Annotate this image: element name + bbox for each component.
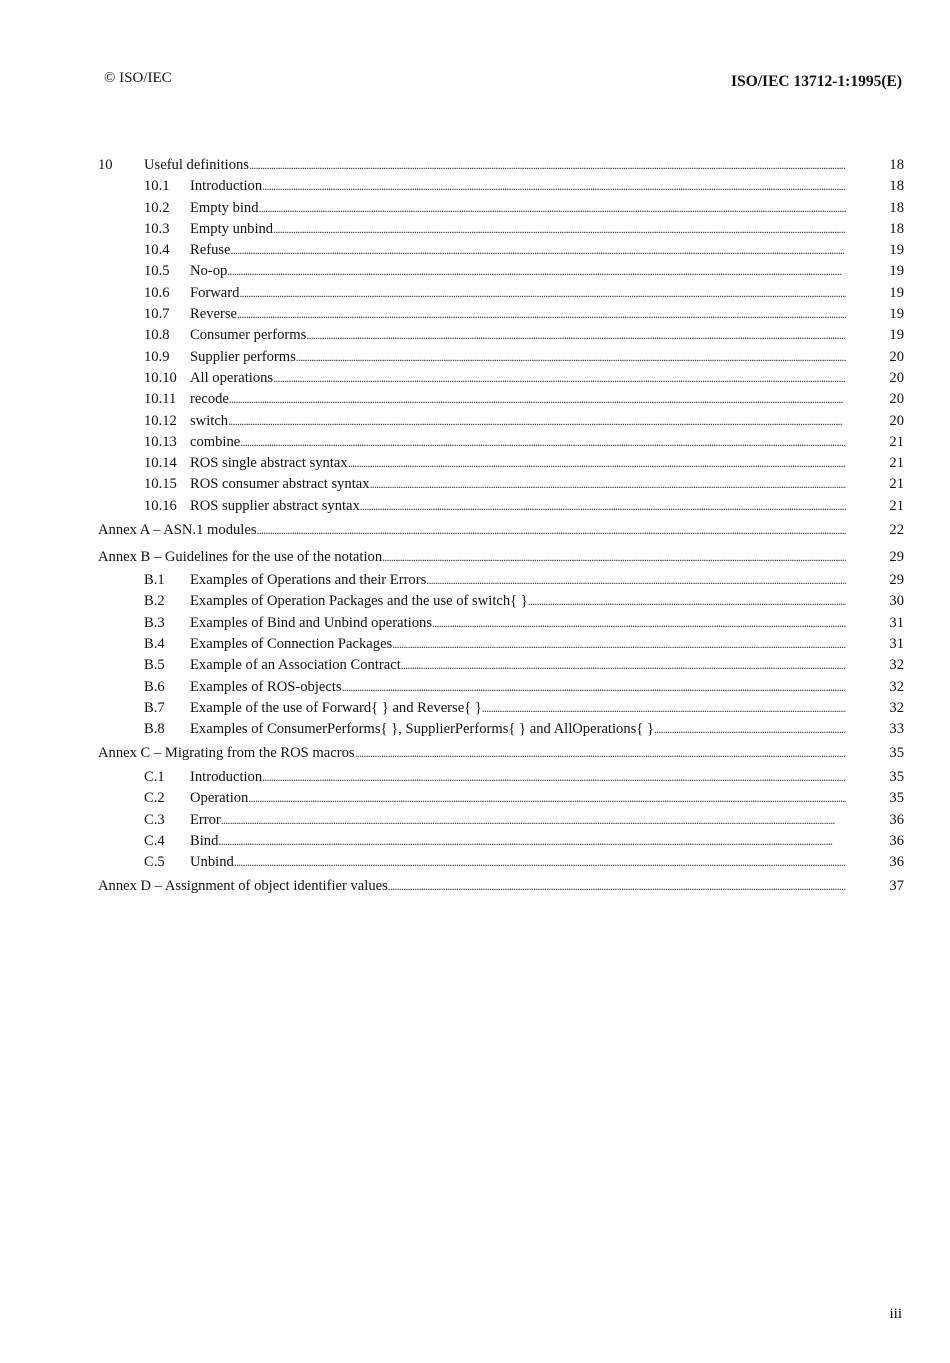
dot-leader <box>355 740 846 767</box>
toc-entry-page: 36 <box>889 854 904 871</box>
toc-entry[interactable] <box>98 767 904 788</box>
dot-leader <box>262 176 846 197</box>
toc-entry-number: 10.8 <box>144 327 170 344</box>
page-number: iii <box>889 1306 902 1322</box>
toc-entry-page: 19 <box>889 327 904 344</box>
dot-leader <box>482 698 846 719</box>
toc-entry[interactable] <box>98 368 904 389</box>
dot-leader <box>239 283 846 304</box>
toc-entry-number: 10.2 <box>144 199 170 216</box>
dot-leader <box>388 873 846 900</box>
toc-entry[interactable] <box>98 719 904 740</box>
toc-entry-title: ROS single abstract syntax <box>190 455 348 472</box>
toc-entry-title: Annex A – ASN.1 modules <box>98 522 257 539</box>
toc-entry[interactable] <box>98 591 904 612</box>
dot-leader <box>228 411 846 432</box>
toc-entry-number: C.5 <box>144 854 165 871</box>
toc-entry-number: 10.13 <box>144 433 177 450</box>
toc-entry-page: 37 <box>889 878 904 895</box>
toc-entry-title: Empty bind <box>190 199 259 216</box>
toc-entry-page: 35 <box>889 790 904 807</box>
toc-entry-page: 36 <box>889 811 904 828</box>
toc-entry-title: ROS consumer abstract syntax <box>190 476 370 493</box>
toc-entry-page: 32 <box>889 657 904 674</box>
toc-entry-number: 10.3 <box>144 220 170 237</box>
toc-entry-title: Annex C – Migrating from the ROS macros <box>98 745 355 762</box>
toc-entry[interactable] <box>98 283 904 304</box>
dot-leader <box>426 570 846 591</box>
toc-entry-title: Introduction <box>190 178 263 195</box>
dot-leader <box>401 655 846 676</box>
toc-entry-number: B.1 <box>144 572 165 589</box>
toc-entry-number: B.4 <box>144 635 165 652</box>
toc-entry[interactable] <box>98 474 904 495</box>
toc-entry-number: C.3 <box>144 811 165 828</box>
toc-entry-page: 30 <box>889 593 904 610</box>
dot-leader <box>273 368 846 389</box>
dot-leader <box>654 719 846 740</box>
toc-entry[interactable] <box>98 347 904 368</box>
toc-entry[interactable] <box>98 517 904 544</box>
toc-entry-title: Operation <box>190 790 249 807</box>
copyright-header: © ISO/IEC <box>104 70 172 86</box>
toc-entry-page: 29 <box>889 572 904 589</box>
toc-entry-title: Examples of Bind and Unbind operations <box>190 614 432 631</box>
toc-entry[interactable] <box>98 613 904 634</box>
dot-leader <box>342 677 846 698</box>
toc-entry[interactable] <box>98 655 904 676</box>
toc-entry-number: B.3 <box>144 614 165 631</box>
dot-leader <box>249 155 846 176</box>
toc-entry[interactable] <box>98 453 904 474</box>
toc-entry-number: C.1 <box>144 768 165 785</box>
toc-entry-page: 36 <box>889 832 904 849</box>
toc-entry[interactable] <box>98 389 904 410</box>
toc-entry-number: 10.11 <box>144 391 177 408</box>
toc-entry-number: 10.15 <box>144 476 177 493</box>
toc-entry-title: All operations <box>190 369 274 386</box>
toc-entry-title: switch <box>190 412 229 429</box>
toc-entry[interactable] <box>98 634 904 655</box>
toc-entry[interactable] <box>98 325 904 346</box>
toc-entry[interactable] <box>98 411 904 432</box>
toc-entry[interactable] <box>98 155 904 176</box>
toc-entry[interactable] <box>98 698 904 719</box>
toc-entry-title: Refuse <box>190 242 231 259</box>
dot-leader <box>370 474 846 495</box>
toc-entry-number: 10.16 <box>144 497 177 514</box>
toc-entry-page: 21 <box>889 455 904 472</box>
dot-leader <box>227 261 846 282</box>
toc-entry[interactable] <box>98 432 904 453</box>
toc-entry[interactable] <box>98 198 904 219</box>
toc-entry-title: Examples of Operation Packages and the use of switch{ } <box>190 593 528 610</box>
toc-entry[interactable] <box>98 873 904 900</box>
toc-entry-title: Examples of ROS-objects <box>190 678 342 695</box>
toc-entry-page: 18 <box>889 178 904 195</box>
toc-entry-number: B.2 <box>144 593 165 610</box>
toc-entry-title: Introduction <box>190 768 263 785</box>
toc-entry-title: recode <box>190 391 229 408</box>
toc-entry[interactable] <box>98 261 904 282</box>
toc-entry-page: 31 <box>889 635 904 652</box>
toc-entry-title: Annex B – Guidelines for the use of the notation <box>98 548 383 565</box>
toc-entry-number: 10.12 <box>144 412 177 429</box>
toc-entry-title: Annex D – Assignment of object identifier values <box>98 878 388 895</box>
toc-entry-number: 10.4 <box>144 242 170 259</box>
toc-entry-title: Consumer performs <box>190 327 307 344</box>
toc-entry-page: 20 <box>889 391 904 408</box>
toc-entry-page: 22 <box>889 522 904 539</box>
dot-leader <box>348 453 846 474</box>
toc-entry-page: 31 <box>889 614 904 631</box>
toc-entry[interactable] <box>98 810 904 831</box>
toc-entry-page: 18 <box>889 157 904 173</box>
toc-entry-number: 10.1 <box>144 178 170 195</box>
toc-entry-number: B.8 <box>144 721 165 738</box>
toc-entry[interactable] <box>98 496 904 517</box>
toc-entry-title: Supplier performs <box>190 348 296 365</box>
toc-entry-number: 10.14 <box>144 455 177 472</box>
toc-entry-title: Empty unbind <box>190 220 274 237</box>
toc-entry-title: Example of the use of Forward{ } and Reverse{ } <box>190 699 482 716</box>
dot-leader <box>382 544 846 571</box>
dot-leader <box>229 389 846 410</box>
toc-entry-page: 19 <box>889 263 904 280</box>
dot-leader <box>306 325 846 346</box>
toc-entry[interactable] <box>98 570 904 591</box>
toc-entry-title: Examples of Connection Packages <box>190 635 393 652</box>
toc-entry-page: 19 <box>889 306 904 323</box>
dot-leader <box>231 240 846 261</box>
dot-leader <box>392 634 846 655</box>
toc-entry-title: Example of an Association Contract <box>190 657 401 674</box>
toc-entry-title: Bind <box>190 832 219 849</box>
toc-entry-number: B.6 <box>144 678 165 695</box>
toc-entry-page: 20 <box>889 369 904 386</box>
dot-leader <box>248 788 846 809</box>
toc-entry[interactable] <box>98 788 904 809</box>
toc-entry-page: 33 <box>889 721 904 738</box>
dot-leader <box>237 304 846 325</box>
dot-leader <box>240 432 846 453</box>
dot-leader <box>273 219 846 240</box>
dot-leader <box>296 347 846 368</box>
toc-entry-page: 35 <box>889 745 904 762</box>
toc-entry-number: C.2 <box>144 790 165 807</box>
toc-entry-number: 10.9 <box>144 348 170 365</box>
toc-entry-title: Examples of ConsumerPerforms{ }, SupplierPerforms{ } and AllOperations{ } <box>190 721 654 738</box>
toc-entry[interactable] <box>98 544 904 571</box>
dot-leader <box>257 517 846 544</box>
toc-entry-title: Useful definitions <box>144 157 249 173</box>
table-of-contents <box>98 155 904 900</box>
toc-entry[interactable] <box>98 852 904 873</box>
toc-entry-page: 18 <box>889 220 904 237</box>
toc-entry-number: 10.7 <box>144 306 170 323</box>
toc-entry-number: B.7 <box>144 699 165 716</box>
toc-entry-title: combine <box>190 433 241 450</box>
dot-leader <box>221 810 846 831</box>
toc-entry-page: 19 <box>889 284 904 301</box>
dot-leader <box>218 831 846 852</box>
toc-entry[interactable] <box>98 176 904 197</box>
toc-entry-page: 32 <box>889 678 904 695</box>
toc-entry-number: B.5 <box>144 657 165 674</box>
toc-entry-page: 21 <box>889 433 904 450</box>
toc-entry[interactable] <box>98 831 904 852</box>
toc-entry-title: Unbind <box>190 854 234 871</box>
toc-entry[interactable] <box>98 304 904 325</box>
toc-entry-title: No-op <box>190 263 228 280</box>
toc-entry-page: 32 <box>889 699 904 716</box>
dot-leader <box>360 496 846 517</box>
toc-entry-page: 21 <box>889 497 904 514</box>
toc-entry-page: 21 <box>889 476 904 493</box>
standard-number-header: ISO/IEC 13712-1:1995(E) <box>731 73 902 90</box>
toc-entry-title: Error <box>190 811 221 828</box>
toc-entry-number: 10.6 <box>144 284 170 301</box>
toc-entry[interactable] <box>98 740 904 767</box>
toc-entry-page: 18 <box>889 199 904 216</box>
toc-entry-page: 35 <box>889 768 904 785</box>
toc-entry-page: 20 <box>889 412 904 429</box>
dot-leader <box>259 198 846 219</box>
dot-leader <box>528 591 846 612</box>
toc-entry-page: 29 <box>889 548 904 565</box>
dot-leader <box>432 613 846 634</box>
toc-entry-page: 20 <box>889 348 904 365</box>
toc-entry[interactable] <box>98 219 904 240</box>
toc-entry-page: 19 <box>889 242 904 259</box>
dot-leader <box>262 767 846 788</box>
toc-entry-number: C.4 <box>144 832 165 849</box>
toc-entry-title: ROS supplier abstract syntax <box>190 497 360 514</box>
toc-entry-number: 10 <box>98 157 113 173</box>
toc-entry-title: Forward <box>190 284 240 301</box>
toc-entry[interactable] <box>98 240 904 261</box>
dot-leader <box>234 852 846 873</box>
toc-entry-number: 10.5 <box>144 263 170 280</box>
toc-entry-title: Examples of Operations and their Errors <box>190 572 427 589</box>
toc-entry-title: Reverse <box>190 306 238 323</box>
toc-entry-number: 10.10 <box>144 369 177 386</box>
toc-entry[interactable] <box>98 677 904 698</box>
